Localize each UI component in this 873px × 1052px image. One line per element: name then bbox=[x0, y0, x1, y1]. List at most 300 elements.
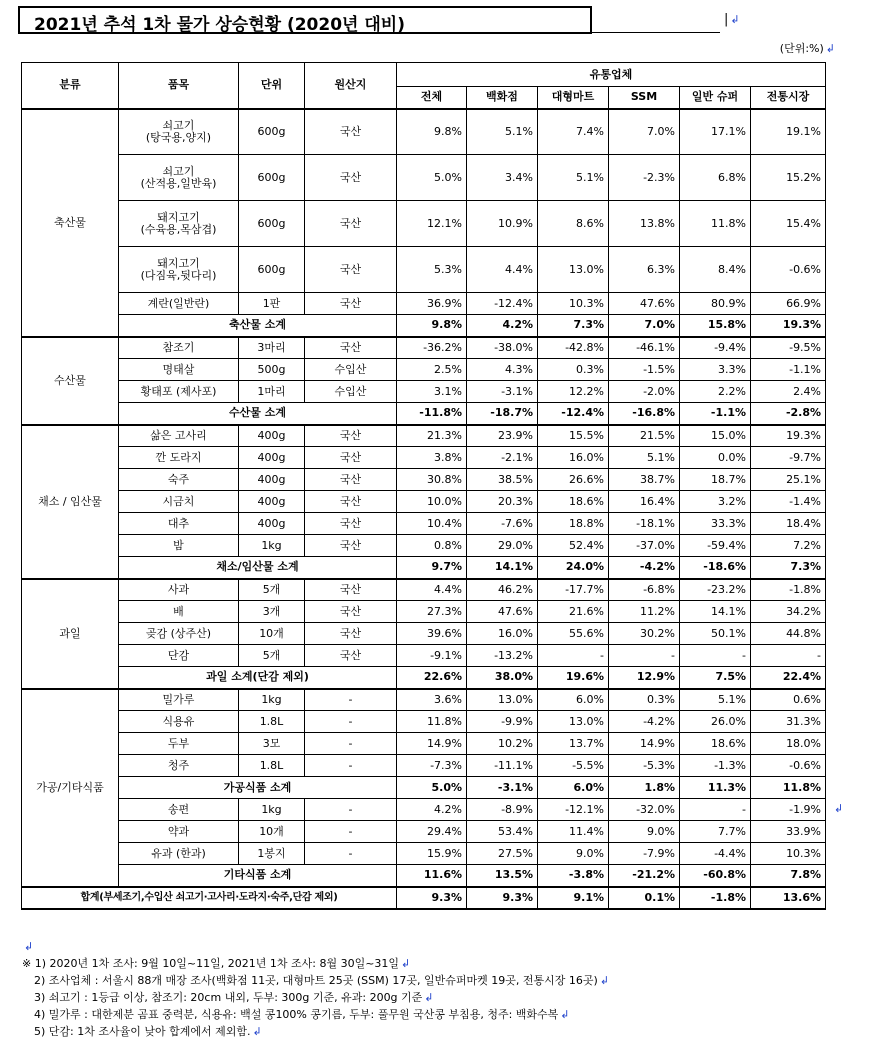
item-cell bbox=[119, 491, 239, 513]
header-channel: 유통업체 bbox=[397, 63, 826, 87]
item-name-line: (산적용,일반육) bbox=[140, 176, 217, 190]
value-cell: -23.2% bbox=[680, 579, 751, 601]
value-cell: 14.9% bbox=[397, 733, 467, 755]
value-cell: -1.9% bbox=[751, 799, 826, 821]
note-text: 2) 조사업체 : 서울시 88개 매장 조사(백화점 11곳, 대형마트 25곳 (SSM) 17곳, 일반슈퍼마켓 19곳, 전통시장 16곳) bbox=[34, 974, 598, 987]
item-name-line: 명태살 bbox=[162, 362, 195, 376]
value-cell: 25.1% bbox=[751, 469, 826, 491]
item-cell bbox=[119, 201, 239, 247]
item-cell bbox=[119, 623, 239, 645]
unit-cell: 5개 bbox=[239, 579, 305, 601]
item-name-line: 돼지고기 bbox=[157, 210, 200, 224]
table-body bbox=[22, 109, 826, 909]
item-cell bbox=[119, 337, 239, 359]
value-cell: -9.4% bbox=[680, 337, 751, 359]
origin-cell: - bbox=[305, 843, 397, 865]
value-cell: 44.8% bbox=[751, 623, 826, 645]
unit-cell: 400g bbox=[239, 491, 305, 513]
value-cell: 3.1% bbox=[397, 381, 467, 403]
value-cell: 22.6% bbox=[397, 667, 467, 689]
subtotal-label: 축산물 소계 bbox=[119, 315, 397, 337]
value-cell: 13.0% bbox=[538, 247, 609, 293]
value-cell: 27.5% bbox=[467, 843, 538, 865]
value-cell: 16.4% bbox=[609, 491, 680, 513]
unit-cell: 400g bbox=[239, 425, 305, 447]
item-cell bbox=[119, 359, 239, 381]
item-cell bbox=[119, 601, 239, 623]
value-cell: 12.2% bbox=[538, 381, 609, 403]
value-cell: 3.3% bbox=[680, 359, 751, 381]
value-cell: 3.2% bbox=[680, 491, 751, 513]
value-cell: 53.4% bbox=[467, 821, 538, 843]
header-item: 품목 bbox=[119, 63, 239, 109]
value-cell: 6.3% bbox=[609, 247, 680, 293]
item-name-line: 약과 bbox=[167, 824, 190, 838]
table-row bbox=[22, 469, 826, 491]
category-cell: 가공/기타식품 bbox=[22, 689, 119, 887]
subtotal-row bbox=[22, 557, 826, 579]
value-cell: 18.6% bbox=[680, 733, 751, 755]
value-cell: 21.6% bbox=[538, 601, 609, 623]
origin-cell: 국산 bbox=[305, 469, 397, 491]
value-cell: 5.1% bbox=[538, 155, 609, 201]
note-line bbox=[22, 989, 862, 1006]
value-cell: 18.6% bbox=[538, 491, 609, 513]
value-cell: 13.0% bbox=[538, 711, 609, 733]
subtotal-label: 채소/임산물 소계 bbox=[119, 557, 397, 579]
item-name-line: 쇠고기 bbox=[162, 164, 195, 178]
notes bbox=[22, 938, 862, 1040]
total-label: 합계(부세조기,수입산 쇠고기·고사리·도라지·숙주,단감 제외) bbox=[22, 887, 397, 909]
return-icon: ↲ bbox=[834, 802, 844, 815]
item-cell bbox=[119, 513, 239, 535]
price-table bbox=[21, 62, 826, 910]
subtotal-label: 과일 소계(단감 제외) bbox=[119, 667, 397, 689]
value-cell: - bbox=[680, 799, 751, 821]
origin-cell: 국산 bbox=[305, 491, 397, 513]
note-line bbox=[22, 1023, 862, 1040]
value-cell: 0.6% bbox=[751, 689, 826, 711]
unit-cell: 1.8L bbox=[239, 755, 305, 777]
value-cell: -46.1% bbox=[609, 337, 680, 359]
origin-cell: 국산 bbox=[305, 425, 397, 447]
table-row bbox=[22, 623, 826, 645]
value-cell: 1.8% bbox=[609, 777, 680, 799]
value-cell: 4.4% bbox=[467, 247, 538, 293]
value-cell: -38.0% bbox=[467, 337, 538, 359]
item-cell bbox=[119, 293, 239, 315]
unit-cell: 600g bbox=[239, 247, 305, 293]
value-cell: 11.6% bbox=[397, 865, 467, 887]
table-row bbox=[22, 711, 826, 733]
item-cell bbox=[119, 469, 239, 491]
value-cell: 19.3% bbox=[751, 425, 826, 447]
value-cell: 9.1% bbox=[538, 887, 609, 909]
value-cell: 14.1% bbox=[467, 557, 538, 579]
unit-cell: 3개 bbox=[239, 601, 305, 623]
item-cell bbox=[119, 155, 239, 201]
unit-cell: 5개 bbox=[239, 645, 305, 667]
table-row bbox=[22, 359, 826, 381]
item-cell bbox=[119, 821, 239, 843]
value-cell: 0.1% bbox=[609, 887, 680, 909]
value-cell: 13.6% bbox=[751, 887, 826, 909]
value-cell: 13.0% bbox=[467, 689, 538, 711]
value-cell: 19.6% bbox=[538, 667, 609, 689]
value-cell: 4.2% bbox=[397, 799, 467, 821]
value-cell: 4.4% bbox=[397, 579, 467, 601]
unit-cell: 600g bbox=[239, 155, 305, 201]
header-channel-3: SSM bbox=[609, 87, 680, 109]
value-cell: 11.4% bbox=[538, 821, 609, 843]
table-row bbox=[22, 513, 826, 535]
value-cell: 5.0% bbox=[397, 155, 467, 201]
header-channel-5: 전통시장 bbox=[751, 87, 826, 109]
value-cell: 0.3% bbox=[538, 359, 609, 381]
value-cell: 18.8% bbox=[538, 513, 609, 535]
value-cell: 31.3% bbox=[751, 711, 826, 733]
item-name-line: (탕국용,양지) bbox=[145, 130, 212, 144]
item-name-line: 밤 bbox=[173, 538, 184, 552]
value-cell: 10.4% bbox=[397, 513, 467, 535]
note-line bbox=[22, 1006, 862, 1023]
value-cell: 9.3% bbox=[467, 887, 538, 909]
value-cell: 38.0% bbox=[467, 667, 538, 689]
table-row bbox=[22, 293, 826, 315]
value-cell: -0.6% bbox=[751, 755, 826, 777]
category-cell: 과일 bbox=[22, 579, 119, 689]
value-cell: -18.6% bbox=[680, 557, 751, 579]
value-cell: 34.2% bbox=[751, 601, 826, 623]
value-cell: -12.1% bbox=[538, 799, 609, 821]
item-name-line: 청주 bbox=[167, 758, 190, 772]
value-cell: 33.3% bbox=[680, 513, 751, 535]
value-cell: 29.0% bbox=[467, 535, 538, 557]
value-cell: -21.2% bbox=[609, 865, 680, 887]
value-cell: 47.6% bbox=[467, 601, 538, 623]
value-cell: -4.2% bbox=[609, 557, 680, 579]
value-cell: 7.5% bbox=[680, 667, 751, 689]
origin-cell: 국산 bbox=[305, 293, 397, 315]
origin-cell: 국산 bbox=[305, 109, 397, 155]
value-cell: -7.3% bbox=[397, 755, 467, 777]
value-cell: -6.8% bbox=[609, 579, 680, 601]
item-name-line: 황태포 (제사포) bbox=[140, 384, 217, 398]
return-icon: ↲ bbox=[730, 13, 740, 26]
cursor-mark: | bbox=[724, 12, 729, 27]
unit-cell: 400g bbox=[239, 469, 305, 491]
value-cell: 33.9% bbox=[751, 821, 826, 843]
item-name-line: (수육용,목삼겹) bbox=[140, 222, 217, 236]
item-name-line: 식용유 bbox=[162, 714, 195, 728]
origin-cell: 국산 bbox=[305, 623, 397, 645]
value-cell: -12.4% bbox=[467, 293, 538, 315]
subtotal-label: 수산물 소계 bbox=[119, 403, 397, 425]
value-cell: 30.2% bbox=[609, 623, 680, 645]
value-cell: -11.1% bbox=[467, 755, 538, 777]
value-cell: 7.8% bbox=[751, 865, 826, 887]
table-row bbox=[22, 799, 826, 821]
item-name-line: 숙주 bbox=[167, 472, 190, 486]
value-cell: 13.5% bbox=[467, 865, 538, 887]
title-box bbox=[18, 6, 592, 34]
item-name-line: 배 bbox=[173, 604, 184, 618]
value-cell: -16.8% bbox=[609, 403, 680, 425]
unit-cell: 1판 bbox=[239, 293, 305, 315]
value-cell: 13.8% bbox=[609, 201, 680, 247]
value-cell: -2.0% bbox=[609, 381, 680, 403]
value-cell: 19.3% bbox=[751, 315, 826, 337]
item-name-line: 유과 (한과) bbox=[151, 846, 206, 860]
value-cell: -60.8% bbox=[680, 865, 751, 887]
text-cursor bbox=[724, 12, 740, 27]
origin-cell: 국산 bbox=[305, 535, 397, 557]
value-cell: -0.6% bbox=[751, 247, 826, 293]
unit-cell: 3모 bbox=[239, 733, 305, 755]
item-cell bbox=[119, 447, 239, 469]
unit-cell: 1봉지 bbox=[239, 843, 305, 865]
unit-cell: 600g bbox=[239, 201, 305, 247]
value-cell: 10.9% bbox=[467, 201, 538, 247]
origin-cell: 국산 bbox=[305, 447, 397, 469]
item-name-line: 두부 bbox=[167, 736, 190, 750]
item-name-line: (다짐육,뒷다리) bbox=[140, 268, 217, 282]
value-cell: -13.2% bbox=[467, 645, 538, 667]
value-cell: -3.1% bbox=[467, 381, 538, 403]
value-cell: 18.7% bbox=[680, 469, 751, 491]
value-cell: 17.1% bbox=[680, 109, 751, 155]
value-cell: -4.2% bbox=[609, 711, 680, 733]
origin-cell: 국산 bbox=[305, 579, 397, 601]
header-channel-2: 대형마트 bbox=[538, 87, 609, 109]
item-name-line: 밀가루 bbox=[162, 692, 195, 706]
header-origin: 원산지 bbox=[305, 63, 397, 109]
value-cell: 10.2% bbox=[467, 733, 538, 755]
value-cell: -36.2% bbox=[397, 337, 467, 359]
value-cell: 15.2% bbox=[751, 155, 826, 201]
table-row bbox=[22, 381, 826, 403]
table-row bbox=[22, 491, 826, 513]
table-row bbox=[22, 247, 826, 293]
item-cell bbox=[119, 247, 239, 293]
value-cell: 18.0% bbox=[751, 733, 826, 755]
category-cell: 채소 / 임산물 bbox=[22, 425, 119, 579]
table-row bbox=[22, 535, 826, 557]
value-cell: 12.9% bbox=[609, 667, 680, 689]
value-cell: -5.3% bbox=[609, 755, 680, 777]
page-title: 2021년 추석 1차 물가 상승현황 (2020년 대비) bbox=[34, 15, 405, 35]
item-cell bbox=[119, 689, 239, 711]
value-cell: 3.4% bbox=[467, 155, 538, 201]
item-cell bbox=[119, 109, 239, 155]
value-cell: - bbox=[538, 645, 609, 667]
header-channel-4: 일반 슈퍼 bbox=[680, 87, 751, 109]
value-cell: -1.5% bbox=[609, 359, 680, 381]
value-cell: 6.0% bbox=[538, 689, 609, 711]
category-cell: 수산물 bbox=[22, 337, 119, 425]
value-cell: 47.6% bbox=[609, 293, 680, 315]
value-cell: 22.4% bbox=[751, 667, 826, 689]
subtotal-row bbox=[22, 403, 826, 425]
value-cell: 4.3% bbox=[467, 359, 538, 381]
value-cell: 4.2% bbox=[467, 315, 538, 337]
item-name-line: 계란(일반란) bbox=[147, 296, 210, 310]
value-cell: 52.4% bbox=[538, 535, 609, 557]
note-blank-line bbox=[22, 938, 862, 955]
unit-cell: 3마리 bbox=[239, 337, 305, 359]
value-cell: -18.7% bbox=[467, 403, 538, 425]
value-cell: 18.4% bbox=[751, 513, 826, 535]
value-cell: -11.8% bbox=[397, 403, 467, 425]
value-cell: -7.6% bbox=[467, 513, 538, 535]
value-cell: 5.1% bbox=[467, 109, 538, 155]
table-row bbox=[22, 337, 826, 359]
value-cell: 10.0% bbox=[397, 491, 467, 513]
value-cell: 6.0% bbox=[538, 777, 609, 799]
value-cell: 27.3% bbox=[397, 601, 467, 623]
value-cell: 11.2% bbox=[609, 601, 680, 623]
value-cell: 3.6% bbox=[397, 689, 467, 711]
value-cell: -9.9% bbox=[467, 711, 538, 733]
value-cell: 8.4% bbox=[680, 247, 751, 293]
origin-cell: 국산 bbox=[305, 247, 397, 293]
value-cell: -8.9% bbox=[467, 799, 538, 821]
item-cell bbox=[119, 733, 239, 755]
value-cell: 7.3% bbox=[538, 315, 609, 337]
title-underline bbox=[592, 32, 720, 33]
value-cell: 15.9% bbox=[397, 843, 467, 865]
subtotal-row bbox=[22, 315, 826, 337]
value-cell: 66.9% bbox=[751, 293, 826, 315]
value-cell: 0.3% bbox=[609, 689, 680, 711]
origin-cell: - bbox=[305, 733, 397, 755]
note-text: 5) 단감: 1차 조사율이 낮아 합계에서 제외함. bbox=[34, 1025, 251, 1038]
value-cell: 15.5% bbox=[538, 425, 609, 447]
item-name-line: 송편 bbox=[167, 802, 190, 816]
subtotal-row bbox=[22, 777, 826, 799]
header-channel-0: 전체 bbox=[397, 87, 467, 109]
value-cell: 19.1% bbox=[751, 109, 826, 155]
value-cell: 38.5% bbox=[467, 469, 538, 491]
value-cell: 16.0% bbox=[538, 447, 609, 469]
item-name-line: 삶은 고사리 bbox=[150, 428, 207, 442]
origin-cell: 국산 bbox=[305, 155, 397, 201]
value-cell: - bbox=[680, 645, 751, 667]
value-cell: -42.8% bbox=[538, 337, 609, 359]
value-cell: 11.8% bbox=[751, 777, 826, 799]
item-cell bbox=[119, 381, 239, 403]
value-cell: -2.3% bbox=[609, 155, 680, 201]
item-cell bbox=[119, 799, 239, 821]
value-cell: 15.0% bbox=[680, 425, 751, 447]
value-cell: -2.1% bbox=[467, 447, 538, 469]
value-cell: 7.0% bbox=[609, 109, 680, 155]
value-cell: 29.4% bbox=[397, 821, 467, 843]
value-cell: 16.0% bbox=[467, 623, 538, 645]
item-name-line: 참조기 bbox=[162, 340, 195, 354]
table-row bbox=[22, 733, 826, 755]
value-cell: 50.1% bbox=[680, 623, 751, 645]
header-category: 분류 bbox=[22, 63, 119, 109]
table-row bbox=[22, 755, 826, 777]
value-cell: 0.8% bbox=[397, 535, 467, 557]
value-cell: 24.0% bbox=[538, 557, 609, 579]
origin-cell: - bbox=[305, 689, 397, 711]
table-row bbox=[22, 601, 826, 623]
note-text: 4) 밀가루 : 대한제분 곰표 중력분, 식용유: 백설 콩100% 콩기름, 두부: 풀무원 국산콩 부침용, 청주: 백화수복 bbox=[34, 1008, 559, 1021]
table-row bbox=[22, 645, 826, 667]
unit-cell: 1.8L bbox=[239, 711, 305, 733]
value-cell: 7.4% bbox=[538, 109, 609, 155]
value-cell: -5.5% bbox=[538, 755, 609, 777]
table-row bbox=[22, 201, 826, 247]
table-row bbox=[22, 579, 826, 601]
value-cell: 14.1% bbox=[680, 601, 751, 623]
value-cell: 9.3% bbox=[397, 887, 467, 909]
value-cell: -4.4% bbox=[680, 843, 751, 865]
origin-cell: 국산 bbox=[305, 513, 397, 535]
value-cell: 20.3% bbox=[467, 491, 538, 513]
value-cell: -1.3% bbox=[680, 755, 751, 777]
value-cell: 26.0% bbox=[680, 711, 751, 733]
subtotal-row bbox=[22, 865, 826, 887]
value-cell: 9.7% bbox=[397, 557, 467, 579]
value-cell: 6.8% bbox=[680, 155, 751, 201]
notes-list bbox=[22, 955, 862, 1040]
return-icon: ↲ bbox=[599, 974, 610, 987]
value-cell: 3.8% bbox=[397, 447, 467, 469]
value-cell: 9.8% bbox=[397, 109, 467, 155]
value-cell: 12.1% bbox=[397, 201, 467, 247]
value-cell: 2.4% bbox=[751, 381, 826, 403]
value-cell: 38.7% bbox=[609, 469, 680, 491]
value-cell: -3.8% bbox=[538, 865, 609, 887]
value-cell: 11.3% bbox=[680, 777, 751, 799]
value-cell: -7.9% bbox=[609, 843, 680, 865]
value-cell: -3.1% bbox=[467, 777, 538, 799]
item-name-line: 깐 도라지 bbox=[155, 450, 202, 464]
value-cell: -1.1% bbox=[751, 359, 826, 381]
value-cell: 11.8% bbox=[680, 201, 751, 247]
origin-cell: 국산 bbox=[305, 337, 397, 359]
table-row bbox=[22, 425, 826, 447]
unit-cell: 10개 bbox=[239, 623, 305, 645]
item-cell bbox=[119, 755, 239, 777]
item-name-line: 곶감 (상주산) bbox=[145, 626, 212, 640]
value-cell: 55.6% bbox=[538, 623, 609, 645]
value-cell: 7.0% bbox=[609, 315, 680, 337]
value-cell: -32.0% bbox=[609, 799, 680, 821]
value-cell: 26.6% bbox=[538, 469, 609, 491]
unit-cell: 1마리 bbox=[239, 381, 305, 403]
origin-cell: - bbox=[305, 755, 397, 777]
value-cell: - bbox=[751, 645, 826, 667]
value-cell: 5.0% bbox=[397, 777, 467, 799]
unit-cell: 500g bbox=[239, 359, 305, 381]
value-cell: -9.1% bbox=[397, 645, 467, 667]
value-cell: -9.7% bbox=[751, 447, 826, 469]
return-icon: ↲ bbox=[252, 1025, 262, 1038]
note-line bbox=[22, 972, 862, 989]
return-icon: ↲ bbox=[424, 991, 434, 1004]
origin-cell: - bbox=[305, 799, 397, 821]
value-cell: -12.4% bbox=[538, 403, 609, 425]
item-cell bbox=[119, 711, 239, 733]
value-cell: -18.1% bbox=[609, 513, 680, 535]
unit-cell: 1kg bbox=[239, 799, 305, 821]
origin-cell: 국산 bbox=[305, 601, 397, 623]
value-cell: 39.6% bbox=[397, 623, 467, 645]
